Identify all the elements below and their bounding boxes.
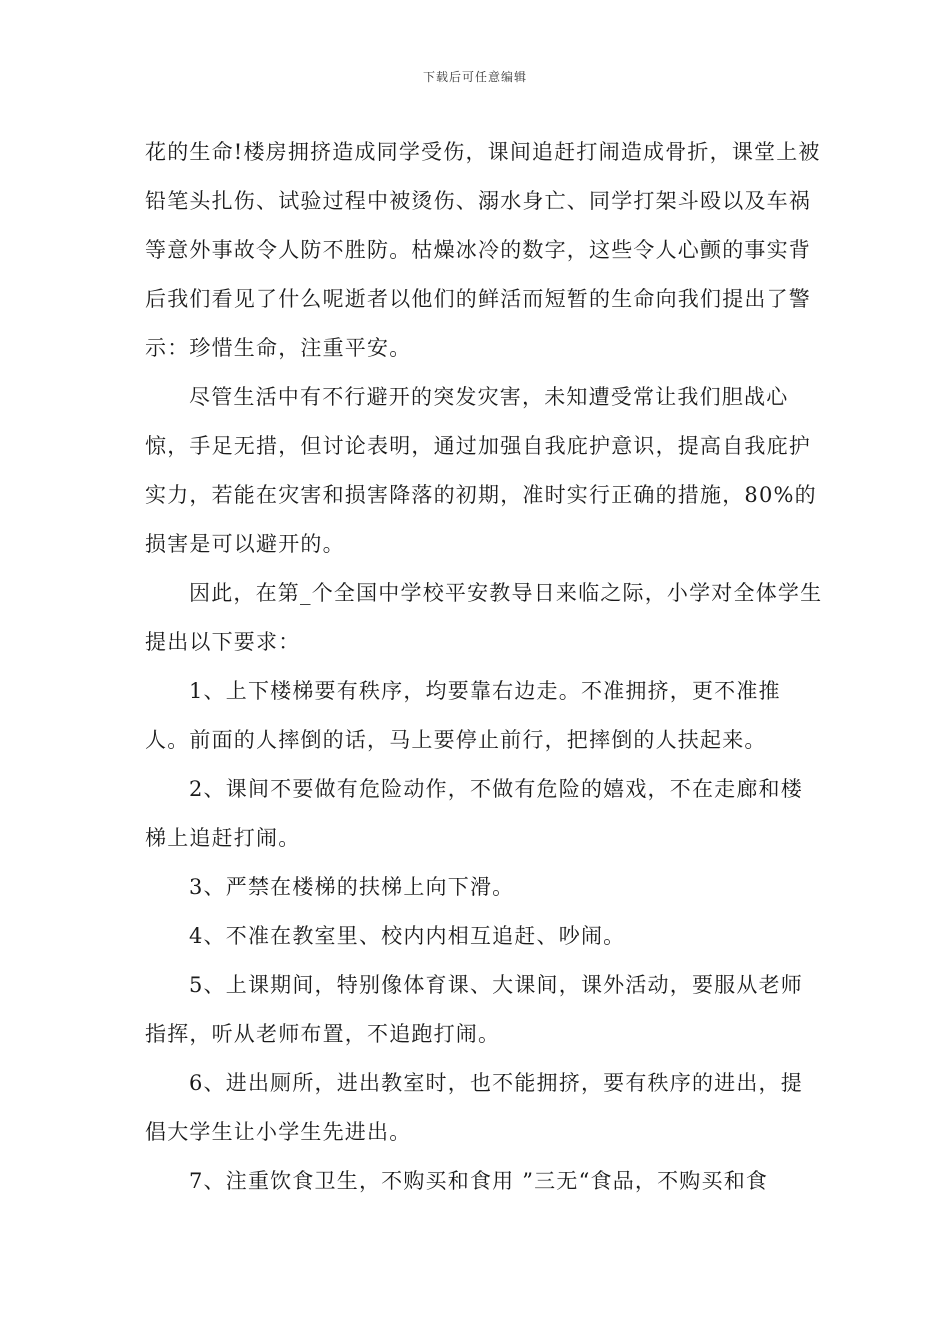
paragraph-continuation: 花的生命!楼房拥挤造成同学受伤，课间追赶打闹造成骨折，课堂上被铅笔头扎伤、试验过程中被烫伤、溺水身亡、同学打架斗殴以及车祸等意外事故令人防不胜防。枯燥冰冷的数字，这些令人心颤的事实背后我们看见了什么呢逝者以他们的鲜活而短暂的生命向我们提出了警示：珍惜生命，注重平安。	[145, 140, 821, 360]
list-item-5: 5、上课期间，特别像体育课、大课间，课外活动，要服从老师指挥，听从老师布置，不追跑打闹。	[145, 973, 803, 1046]
document-body	[145, 128, 825, 1206]
page-header-note: 下载后可任意编辑	[422, 70, 527, 84]
list-item-3: 3、严禁在楼梯的扶梯上向下滑。	[189, 875, 515, 899]
list-item-7: 7、注重饮食卫生，不购买和食用 ”三无“食品，不购买和食	[189, 1169, 769, 1193]
paragraph-requirements-intro: 因此，在第_个全国中学校平安教导日来临之际，小学对全体学生提出以下要求：	[145, 581, 823, 654]
list-item-1: 1、上下楼梯要有秩序，均要靠右边走。不准拥挤，更不准推人。前面的人摔倒的话，马上要停止前行，把摔倒的人扶起来。	[145, 679, 781, 752]
paragraph-safety-awareness: 尽管生活中有不行避开的突发灾害，未知遭受常让我们胆战心惊，手足无措，但讨论表明，通过加强自我庇护意识，提高自我庇护实力，若能在灾害和损害降落的初期，准时实行正确的措施，80%的损害是可以避开的。	[145, 385, 817, 556]
list-item-4: 4、不准在教室里、校内内相互追赶、吵闹。	[189, 924, 626, 948]
list-item-6: 6、进出厕所，进出教室时，也不能拥挤，要有秩序的进出，提倡大学生让小学生先进出。	[145, 1071, 803, 1144]
list-item-2: 2、课间不要做有危险动作，不做有危险的嬉戏，不在走廊和楼梯上追赶打闹。	[145, 777, 803, 850]
